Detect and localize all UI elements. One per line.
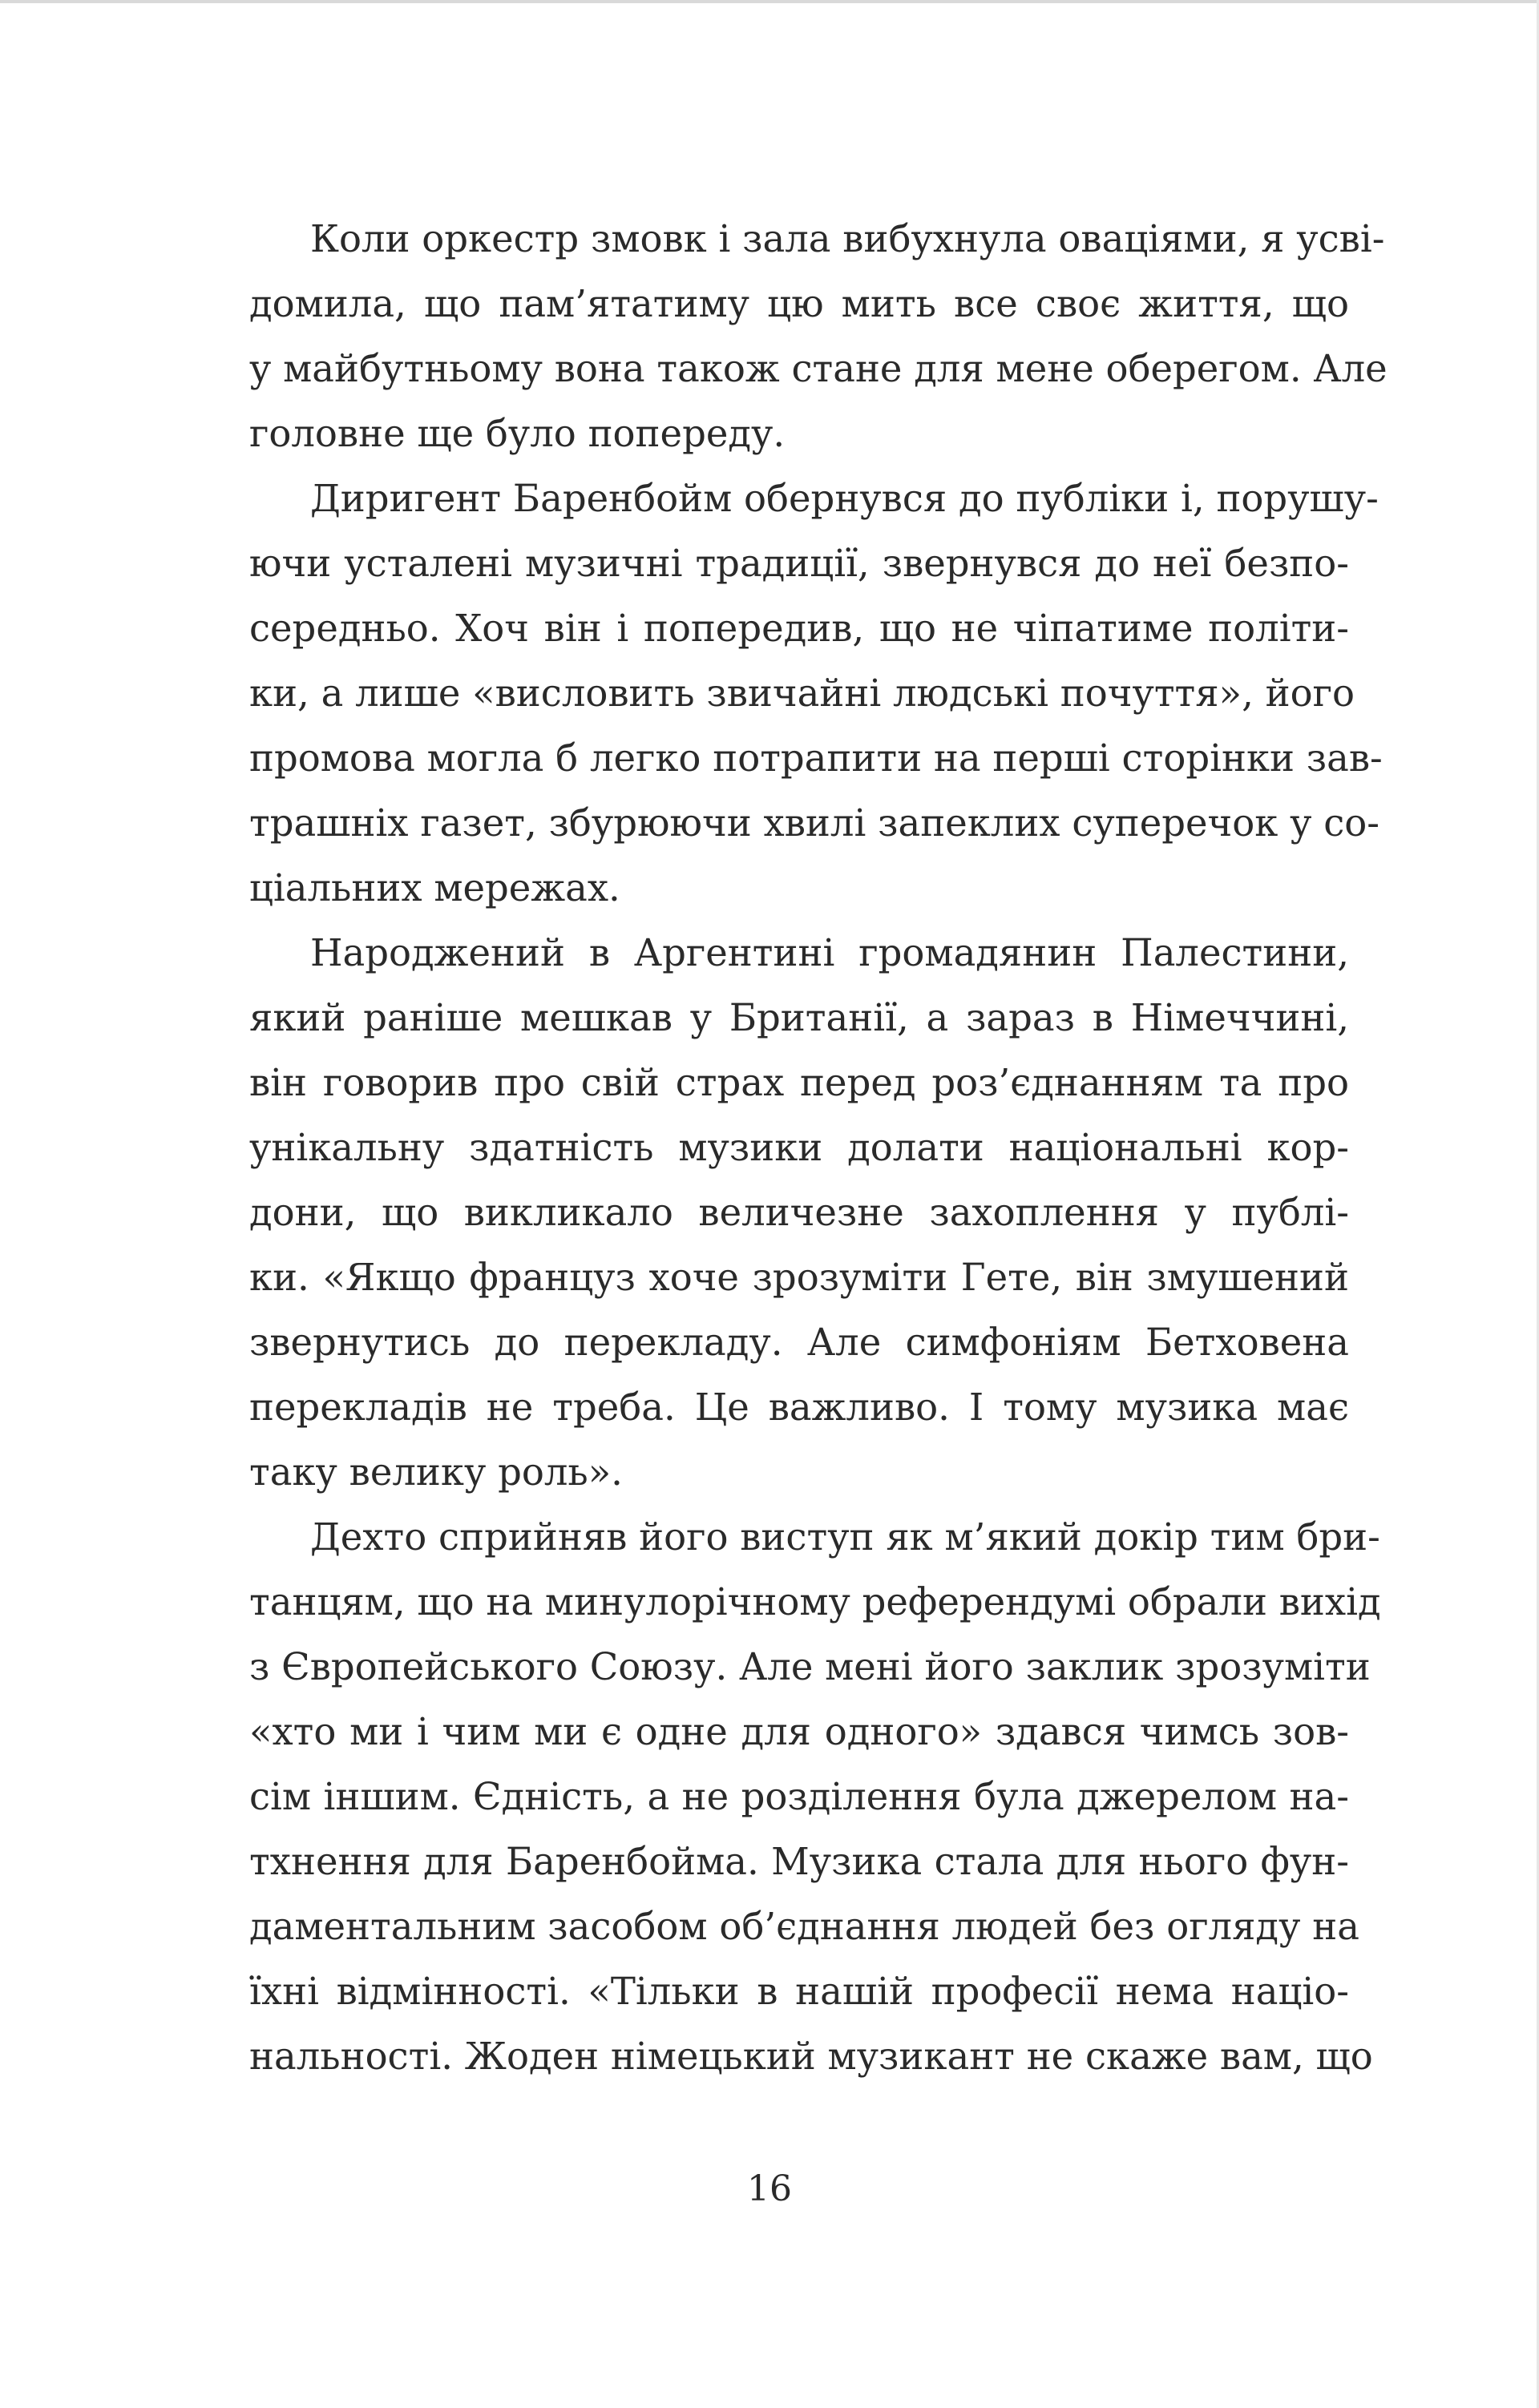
text-line: у майбутньому вона також стане для мене оберегом. Але	[249, 347, 1388, 390]
text-line: нальності. Жоден німецький музикант не скаже вам, що	[249, 2035, 1373, 2078]
text-line: Дехто сприйняв його виступ як м’який докір тим бри-	[310, 1515, 1380, 1559]
page-top-edge	[0, 0, 1539, 3]
text-line: головне ще було попереду.	[249, 412, 786, 455]
text-line: тхнення для Баренбойма. Музика стала для нього фун-	[249, 1840, 1349, 1883]
text-line: унікальну здатність музики долати національні кор-	[249, 1126, 1349, 1169]
text-line: середньо. Хоч він і попередив, що не чіпатиме політи-	[249, 607, 1349, 650]
text-line: він говорив про свій страх перед роз’єднанням та про	[249, 1061, 1349, 1104]
text-line: з Європейського Союзу. Але мені його заклик зрозуміти	[249, 1645, 1371, 1688]
text-line: ки, а лише «висловить звичайні людські почуття», його	[249, 672, 1355, 715]
text-line: ки. «Якщо француз хоче зрозуміти Гете, він змушений	[249, 1256, 1349, 1299]
text-line: танцям, що на минулорічному референдумі обрали вихід	[249, 1580, 1381, 1623]
page-number: 16	[747, 2168, 792, 2209]
text-line: перекладів не треба. Це важливо. І тому музика має	[249, 1386, 1349, 1429]
text-line: Диригент Баренбойм обернувся до публіки і, порушу-	[310, 477, 1379, 520]
text-line: їхні відмінності. «Тільки в нашій професії нема націо-	[249, 1970, 1349, 2013]
text-line: Коли оркестр змовк і зала вибухнула оваціями, я усві-	[310, 217, 1385, 260]
text-line: дони, що викликало величезне захоплення у публі-	[249, 1191, 1349, 1234]
text-line: «хто ми і чим ми є одне для одного» здався чимсь зов-	[249, 1710, 1349, 1753]
text-line: звернутись до перекладу. Але симфоніям Бетховена	[249, 1321, 1349, 1364]
text-line: ючи усталені музичні традиції, звернувся до неї безпо-	[249, 542, 1349, 585]
text-line: таку велику роль».	[249, 1450, 623, 1494]
paragraph-3	[249, 921, 1349, 1505]
text-line: який раніше мешкав у Британії, а зараз в Німеччині,	[249, 996, 1349, 1039]
text-line: трашніх газет, збурюючи хвилі запеклих суперечок у со-	[249, 801, 1379, 845]
page-body-text	[249, 207, 1388, 2089]
text-line: даментальним засобом об’єднання людей без огляду на	[249, 1905, 1359, 1948]
text-line: сім іншим. Єдність, а не розділення була джерелом на-	[249, 1775, 1349, 1818]
text-line: Народжений в Аргентині громадянин Палестини,	[310, 931, 1349, 974]
paragraph-4	[249, 1505, 1381, 2089]
text-line: промова могла б легко потрапити на перші сторінки зав-	[249, 736, 1383, 780]
paragraph-2	[249, 466, 1383, 921]
text-line: домила, що пам’ятатиму цю мить все своє життя, що	[249, 282, 1349, 325]
paragraph-1	[249, 207, 1388, 466]
text-line: ціальних мережах.	[249, 866, 620, 910]
